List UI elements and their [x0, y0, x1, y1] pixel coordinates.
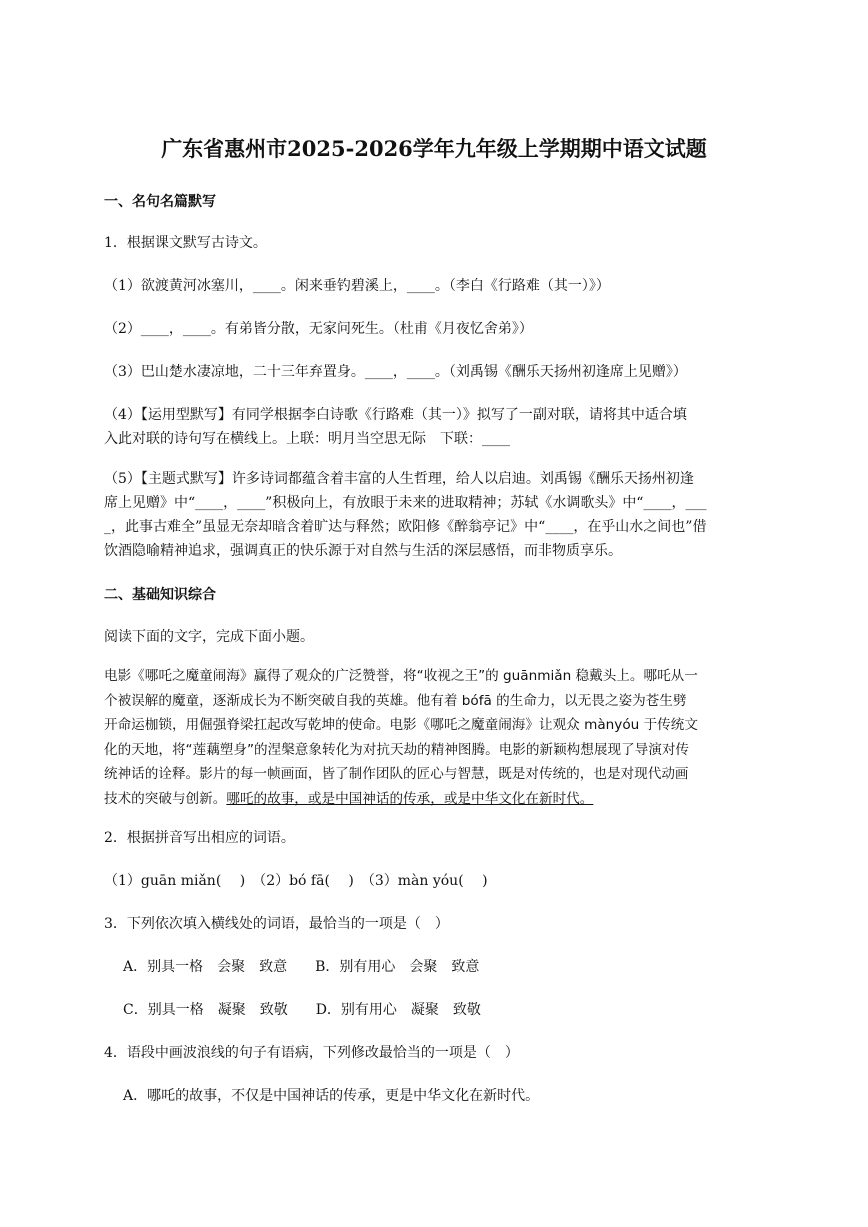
question-1-item-3: （3）巴山楚水凄凉地，二十三年弃置身。____，____。（刘禹锡《酬乐天扬州初逢席上见赠》） [104, 364, 687, 380]
question-1-item-5-line-3: _，此事古难全”虽显无奈却暗含着旷达与释然；欧阳修《醉翁亭记》中“____，在乎山水之间也”借 [104, 519, 707, 535]
passage-line-2: 个被误解的魔童，逐渐成长为不断突破自我的英雄。他有着 bófā 的生命力，以无畏之姿为苍生劈 [104, 693, 687, 709]
passage-line-3: 开命运枷锁，用倔强脊梁扛起改写乾坤的使命。电影《哪吒之魔童闹海》让观众 mànyóu 于传统文 [104, 717, 698, 733]
question-1: 1．根据课文默写古诗文。 [104, 235, 267, 251]
section-heading-2: 二、基础知识综合 [104, 587, 216, 603]
passage-line-4: 化的天地，将“莲藕塑身”的涅槃意象转化为对抗天劫的精神图腾。电影的新颖构想展现了导演对传 [104, 742, 690, 758]
reading-intro: 阅读下面的文字，完成下面小题。 [104, 629, 314, 645]
passage-line-1: 电影《哪吒之魔童闹海》赢得了观众的广泛赞誉，将“收视之王”的 guānmiǎn 稳戴头上。哪吒从一 [104, 668, 698, 684]
passage-line-6 [104, 787, 768, 812]
passage-line-5: 统神话的诠释。影片的每一帧画面，皆了制作团队的匠心与智慧，既是对传统的，也是对现代动画 [104, 766, 689, 782]
question-3: 3．下列依次填入横线处的词语，最恰当的一项是（ ） [104, 916, 449, 932]
question-4-option-a: A．哪吒的故事，不仅是中国神话的传承，更是中华文化在新时代。 [123, 1088, 540, 1104]
wavy-underlined-sentence: 哪吒的故事，或是中国神话的传承，或是中华文化在新时代。 [226, 791, 594, 807]
question-1-item-5-line-1: （5）【主题式默写】许多诗词都蕴含着丰富的人生哲理，给人以启迪。刘禹锡《酬乐天扬州初逢 [104, 471, 694, 487]
question-2: 2．根据拼音写出相应的词语。 [104, 830, 295, 846]
question-1-item-2: （2）____，____。有弟皆分散，无家问死生。（杜甫《月夜忆舍弟》） [104, 321, 533, 337]
question-1-item-1: （1）欲渡黄河冰塞川，____。闲来垂钓碧溪上，____。（李白《行路难（其一）》） [104, 278, 610, 294]
question-2-items: （1）guān miǎn( ) （2）bó fā( ) （3）màn yóu( ) [104, 873, 488, 889]
question-4: 4．语段中画波浪线的句子有语病，下列修改最恰当的一项是（ ） [104, 1045, 519, 1061]
passage-line-6-plain: 技术的突破与创新。 [104, 791, 227, 807]
question-1-item-5-line-4: 饮酒隐喻精神追求，强调真正的快乐源于对自然与生活的深层感悟，而非物质享乐。 [104, 543, 622, 559]
question-1-item-4-line-2: 入此对联的诗句写在横线上。上联：明月当空思无际 下联：____ [104, 431, 510, 447]
question-3-options-ab: A．别具一格 会聚 致意 B．别有用心 会聚 致意 [123, 959, 480, 975]
question-1-item-5-line-2: 席上见赠》中“____，____”积极向上，有放眼于未来的进取精神；苏轼《水调歌头》中“____，___ [104, 495, 707, 511]
section-heading-1: 一、名句名篇默写 [104, 194, 216, 210]
page-title: 广东省惠州市2025-2026学年九年级上学期期中语文试题 [161, 136, 707, 161]
question-1-item-4-line-1: （4）【运用型默写】有同学根据李白诗歌《行路难（其一）》拟写了一副对联，请将其中适合填 [104, 407, 687, 423]
question-3-options-cd: C．别具一格 凝聚 致敬 D．别有用心 凝聚 致敬 [123, 1002, 481, 1018]
